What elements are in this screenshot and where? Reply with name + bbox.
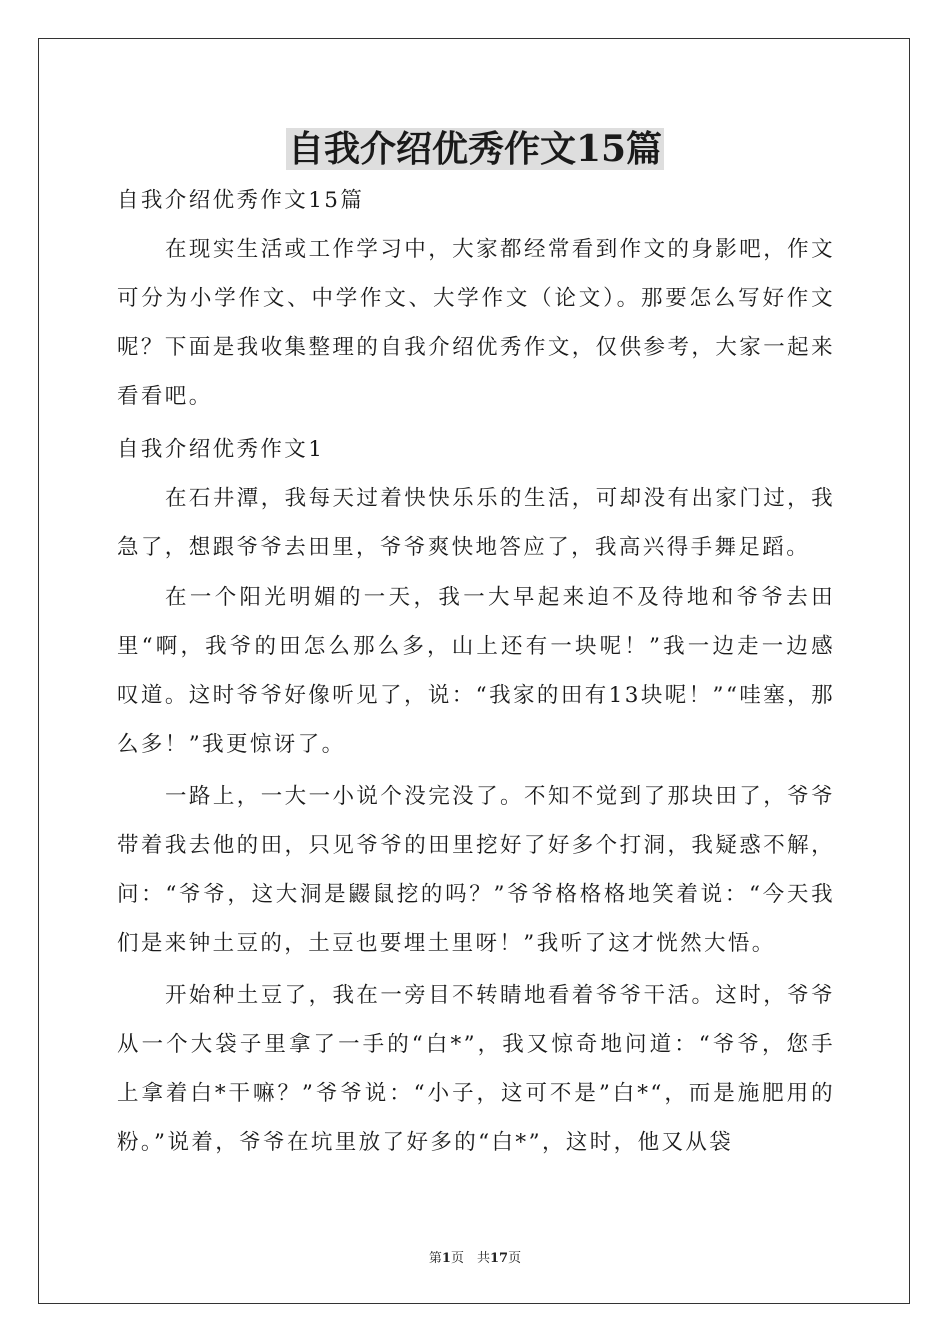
document-title bbox=[0, 126, 950, 172]
document-title-text: 自我介绍优秀作文15篇 bbox=[287, 128, 663, 170]
intro-paragraph: 在现实生活或工作学习中，大家都经常看到作文的身影吧，作文可分为小学作文、中学作文、大学作文（论文）。那要怎么写好作文呢？下面是我收集整理的自我介绍优秀作文，仅供参考，大家一起来看看吧。 bbox=[117, 237, 835, 409]
body-paragraph-3: 一路上，一大一小说个没完没了。不知不觉到了那块田了，爷爷带着我去他的田，只见爷爷的田里挖好了好多个打洞，我疑惑不解，问：“爷爷，这大洞是鼹鼠挖的吗？”爷爷格格格地笑着说：“今天我们是来钟土豆的，土豆也要埋土里呀！”我听了这才恍然大悟。 bbox=[117, 784, 835, 956]
body-paragraph-1: 在石井潭，我每天过着快快乐乐的生活，可却没有出家门过，我急了，想跟爷爷去田里，爷爷爽快地答应了，我高兴得手舞足蹈。 bbox=[117, 486, 835, 560]
body-paragraph-2: 在一个阳光明媚的一天，我一大早起来迫不及待地和爷爷去田里“啊，我爷的田怎么那么多，山上还有一块呢！”我一边走一边感叹道。这时爷爷好像听见了，说：“我家的田有13块呢！”“哇塞，那么多！”我更惊讶了。 bbox=[117, 585, 835, 757]
body-paragraph-4: 开始种土豆了，我在一旁目不转睛地看着爷爷干活。这时，爷爷从一个大袋子里拿了一手的“白*”，我又惊奇地问道：“爷爷，您手上拿着白*干嘛？”爷爷说：“小子，这可不是”白*“，而是施肥用的粉。”说着，爷爷在坑里放了好多的“白*”，这时，他又从袋 bbox=[117, 983, 835, 1155]
footer-page-current: 1 bbox=[441, 1251, 451, 1266]
footer-page-suffix: 页 bbox=[508, 1251, 522, 1266]
section-heading: 自我介绍优秀作文1 bbox=[117, 437, 325, 462]
footer-page-mid: 页 共 bbox=[450, 1251, 490, 1266]
document-subtitle: 自我介绍优秀作文15篇 bbox=[117, 188, 365, 213]
footer-page-total: 17 bbox=[489, 1251, 509, 1266]
footer-page-prefix: 第 bbox=[428, 1251, 442, 1266]
page-footer bbox=[0, 1247, 950, 1266]
